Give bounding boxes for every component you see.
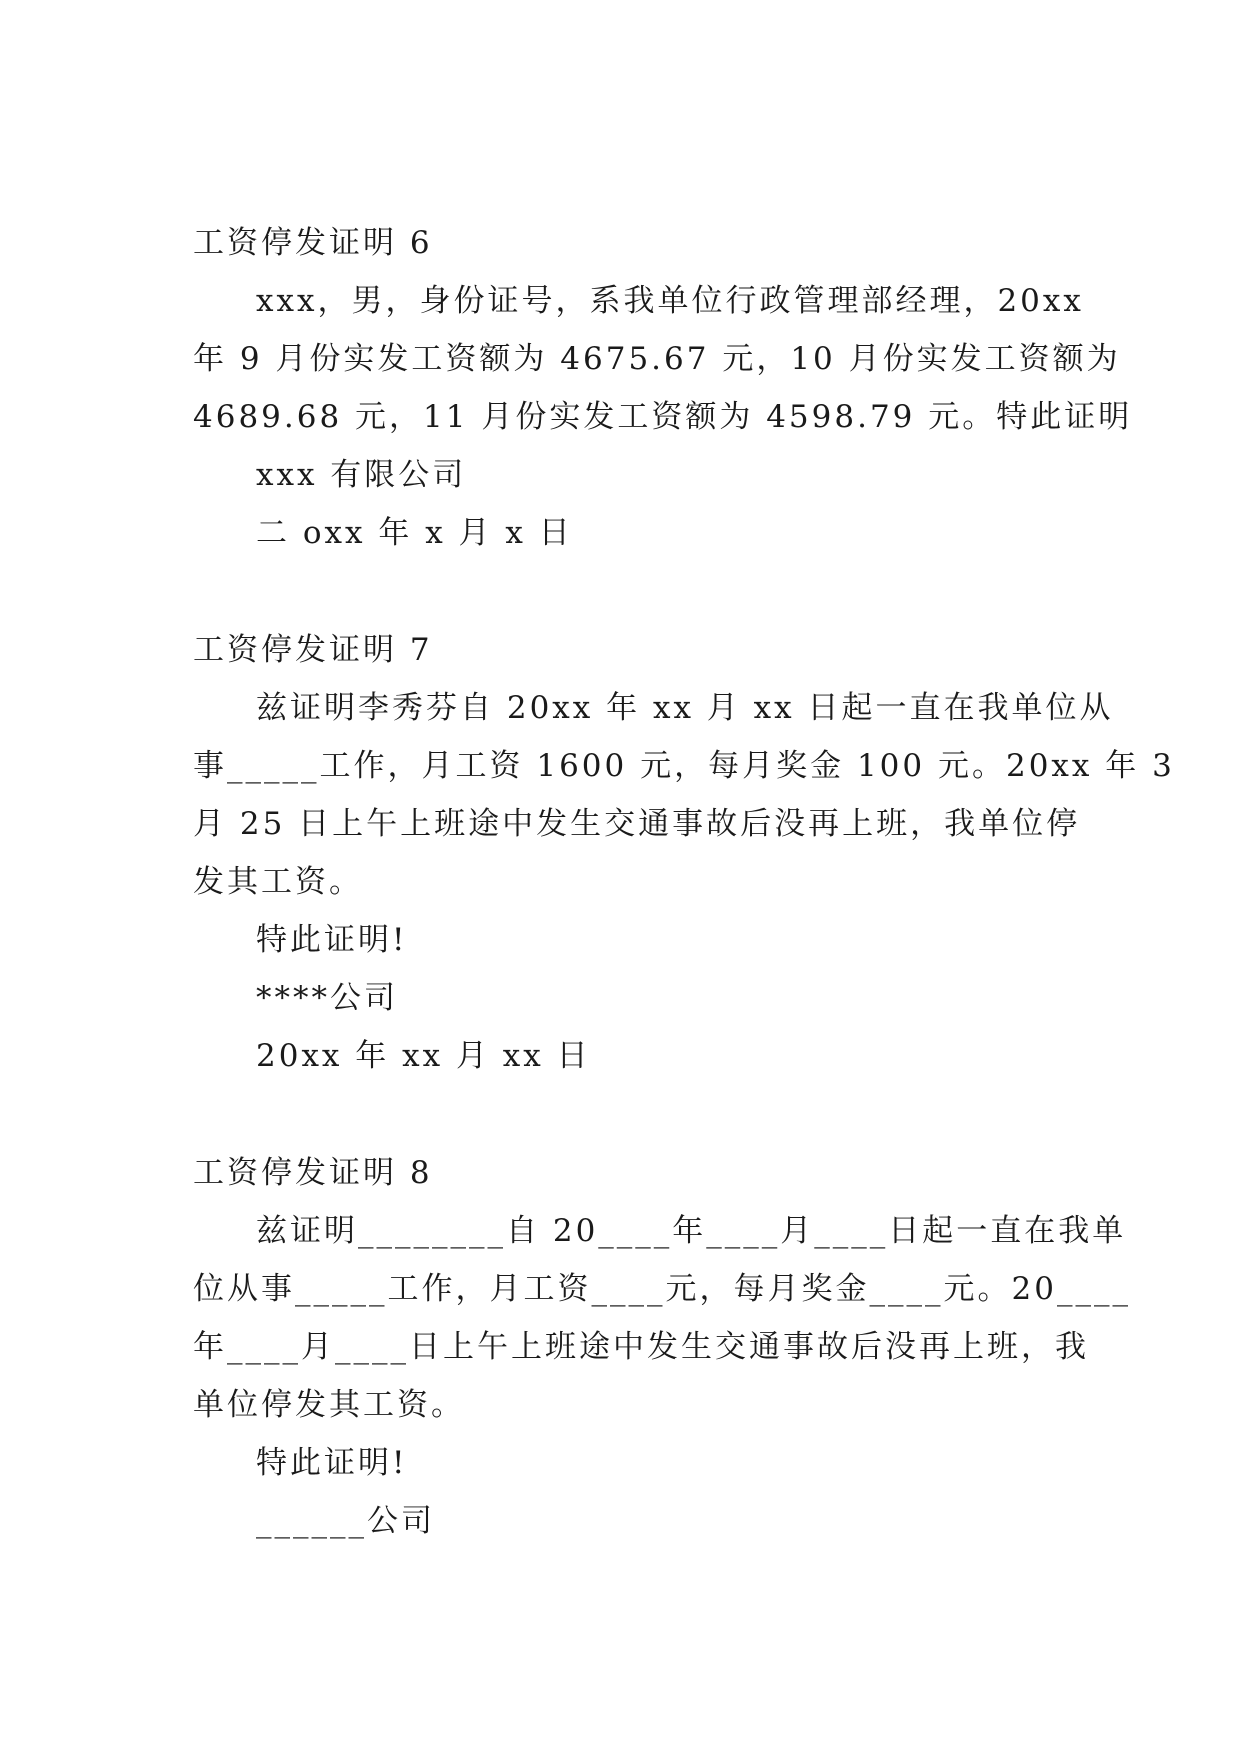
paragraph-line: 年____月____日上午上班途中发生交通事故后没再上班，我 — [193, 1329, 1089, 1365]
document-page — [193, 214, 1175, 1550]
section-spacer — [193, 562, 1053, 621]
date-line: 二 oxx 年 x 月 x 日 — [256, 515, 573, 551]
section-title: 工资停发证明 8 — [193, 1155, 433, 1191]
company-name: ****公司 — [256, 980, 398, 1016]
certify-line: 特此证明! — [256, 922, 408, 958]
company-name: ______公司 — [256, 1503, 435, 1539]
paragraph-line: 月 25 日上午上班途中发生交通事故后没再上班，我单位停 — [193, 806, 1081, 842]
company-name: xxx 有限公司 — [256, 457, 467, 493]
section-spacer — [193, 1085, 1053, 1144]
paragraph-line: 单位停发其工资。 — [193, 1387, 465, 1423]
paragraph-line: 事_____工作，月工资 1600 元，每月奖金 100 元。20xx 年 3 — [193, 748, 1175, 784]
paragraph-line: 年 9 月份实发工资额为 4675.67 元，10 月份实发工资额为 — [193, 341, 1121, 377]
paragraph-line: 4689.68 元，11 月份实发工资额为 4598.79 元。特此证明 — [193, 399, 1133, 435]
paragraph-line: 发其工资。 — [193, 864, 363, 900]
certify-line: 特此证明! — [256, 1445, 408, 1481]
paragraph-line: 兹证明________自 20____年____月____日起一直在我单 — [256, 1213, 1127, 1249]
section-title: 工资停发证明 6 — [193, 225, 433, 261]
paragraph-line: 兹证明李秀芬自 20xx 年 xx 月 xx 日起一直在我单位从 — [256, 690, 1114, 726]
date-line: 20xx 年 xx 月 xx 日 — [256, 1038, 591, 1074]
paragraph-line: xxx，男，身份证号，系我单位行政管理部经理，20xx — [256, 283, 1084, 319]
paragraph-line: 位从事_____工作，月工资____元，每月奖金____元。20____ — [193, 1271, 1131, 1307]
section-title: 工资停发证明 7 — [193, 632, 433, 668]
